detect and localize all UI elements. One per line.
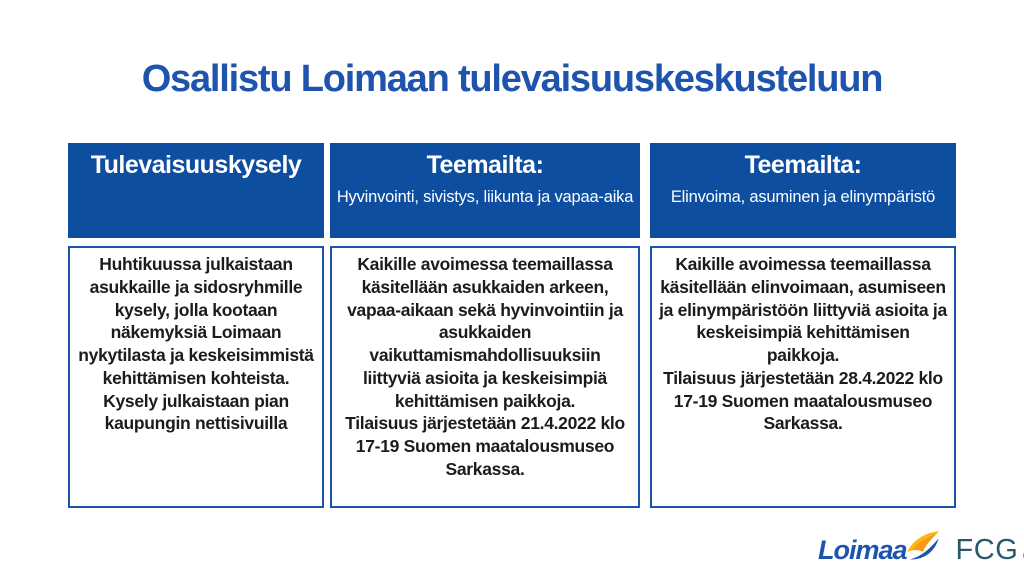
footer-logos [818,529,1018,571]
loimaa-swoosh-icon [906,530,940,567]
body-paragraph: Kysely julkaistaan pian kaupungin nettisivuilla [103,390,289,434]
column-body [650,246,956,508]
fcg-logo [956,534,1024,567]
loimaa-logo [818,534,940,567]
column-header-title: Teemailta: [744,151,862,179]
body-paragraph: Kaikille avoimessa teemaillassa käsitellään elinvoimaan, asumiseen ja elinympäristöön liittyviä asioita ja keskeisimpiä kehittämisen paikkoja. [659,254,947,365]
column-body [330,246,640,508]
column-header [650,143,956,238]
body-paragraph: Tilaisuus järjestetään 21.4.2022 klo 17-19 Suomen maatalousmuseo Sarkassa. [345,413,625,479]
loimaa-logo-text: Loimaa [818,534,907,565]
column-theme-evening-2 [650,143,956,508]
column-header [330,143,640,238]
column-future-survey [68,143,324,508]
column-theme-evening-1 [330,143,640,508]
body-paragraph: Tilaisuus järjestetään 28.4.2022 klo 17-19 Suomen maatalousmuseo Sarkassa. [663,367,943,434]
column-header-title: Teemailta: [426,151,544,179]
column-header-title: Tulevaisuuskysely [90,151,302,179]
page-title: Osallistu Loimaan tulevaisuuskeskusteluun [141,58,883,100]
body-paragraph: Kaikille avoimessa teemaillassa käsitellään asukkaiden arkeen, vapaa-aikaan sekä hyvinvointiin ja asukkaiden vaikuttamismahdollisuuksiin liittyviä asioita ja keskeisimpiä kehittämisen paikkoja. [347,254,623,411]
body-paragraph: Huhtikuussa julkaistaan asukkaille ja sidosryhmille kysely, jolla kootaan näkemyksiä Loimaan nykytilasta ja keskeisimmistä kehittämisen kohteista. [78,254,314,388]
fcg-logo-text: FCG [955,533,1019,566]
column-header-subtitle: Elinvoima, asuminen ja elinympäristö [670,188,936,206]
column-header-subtitle: Hyvinvointi, sivistys, liikunta ja vapaa-aika [336,188,634,206]
column-header [68,143,324,238]
column-body [68,246,324,508]
